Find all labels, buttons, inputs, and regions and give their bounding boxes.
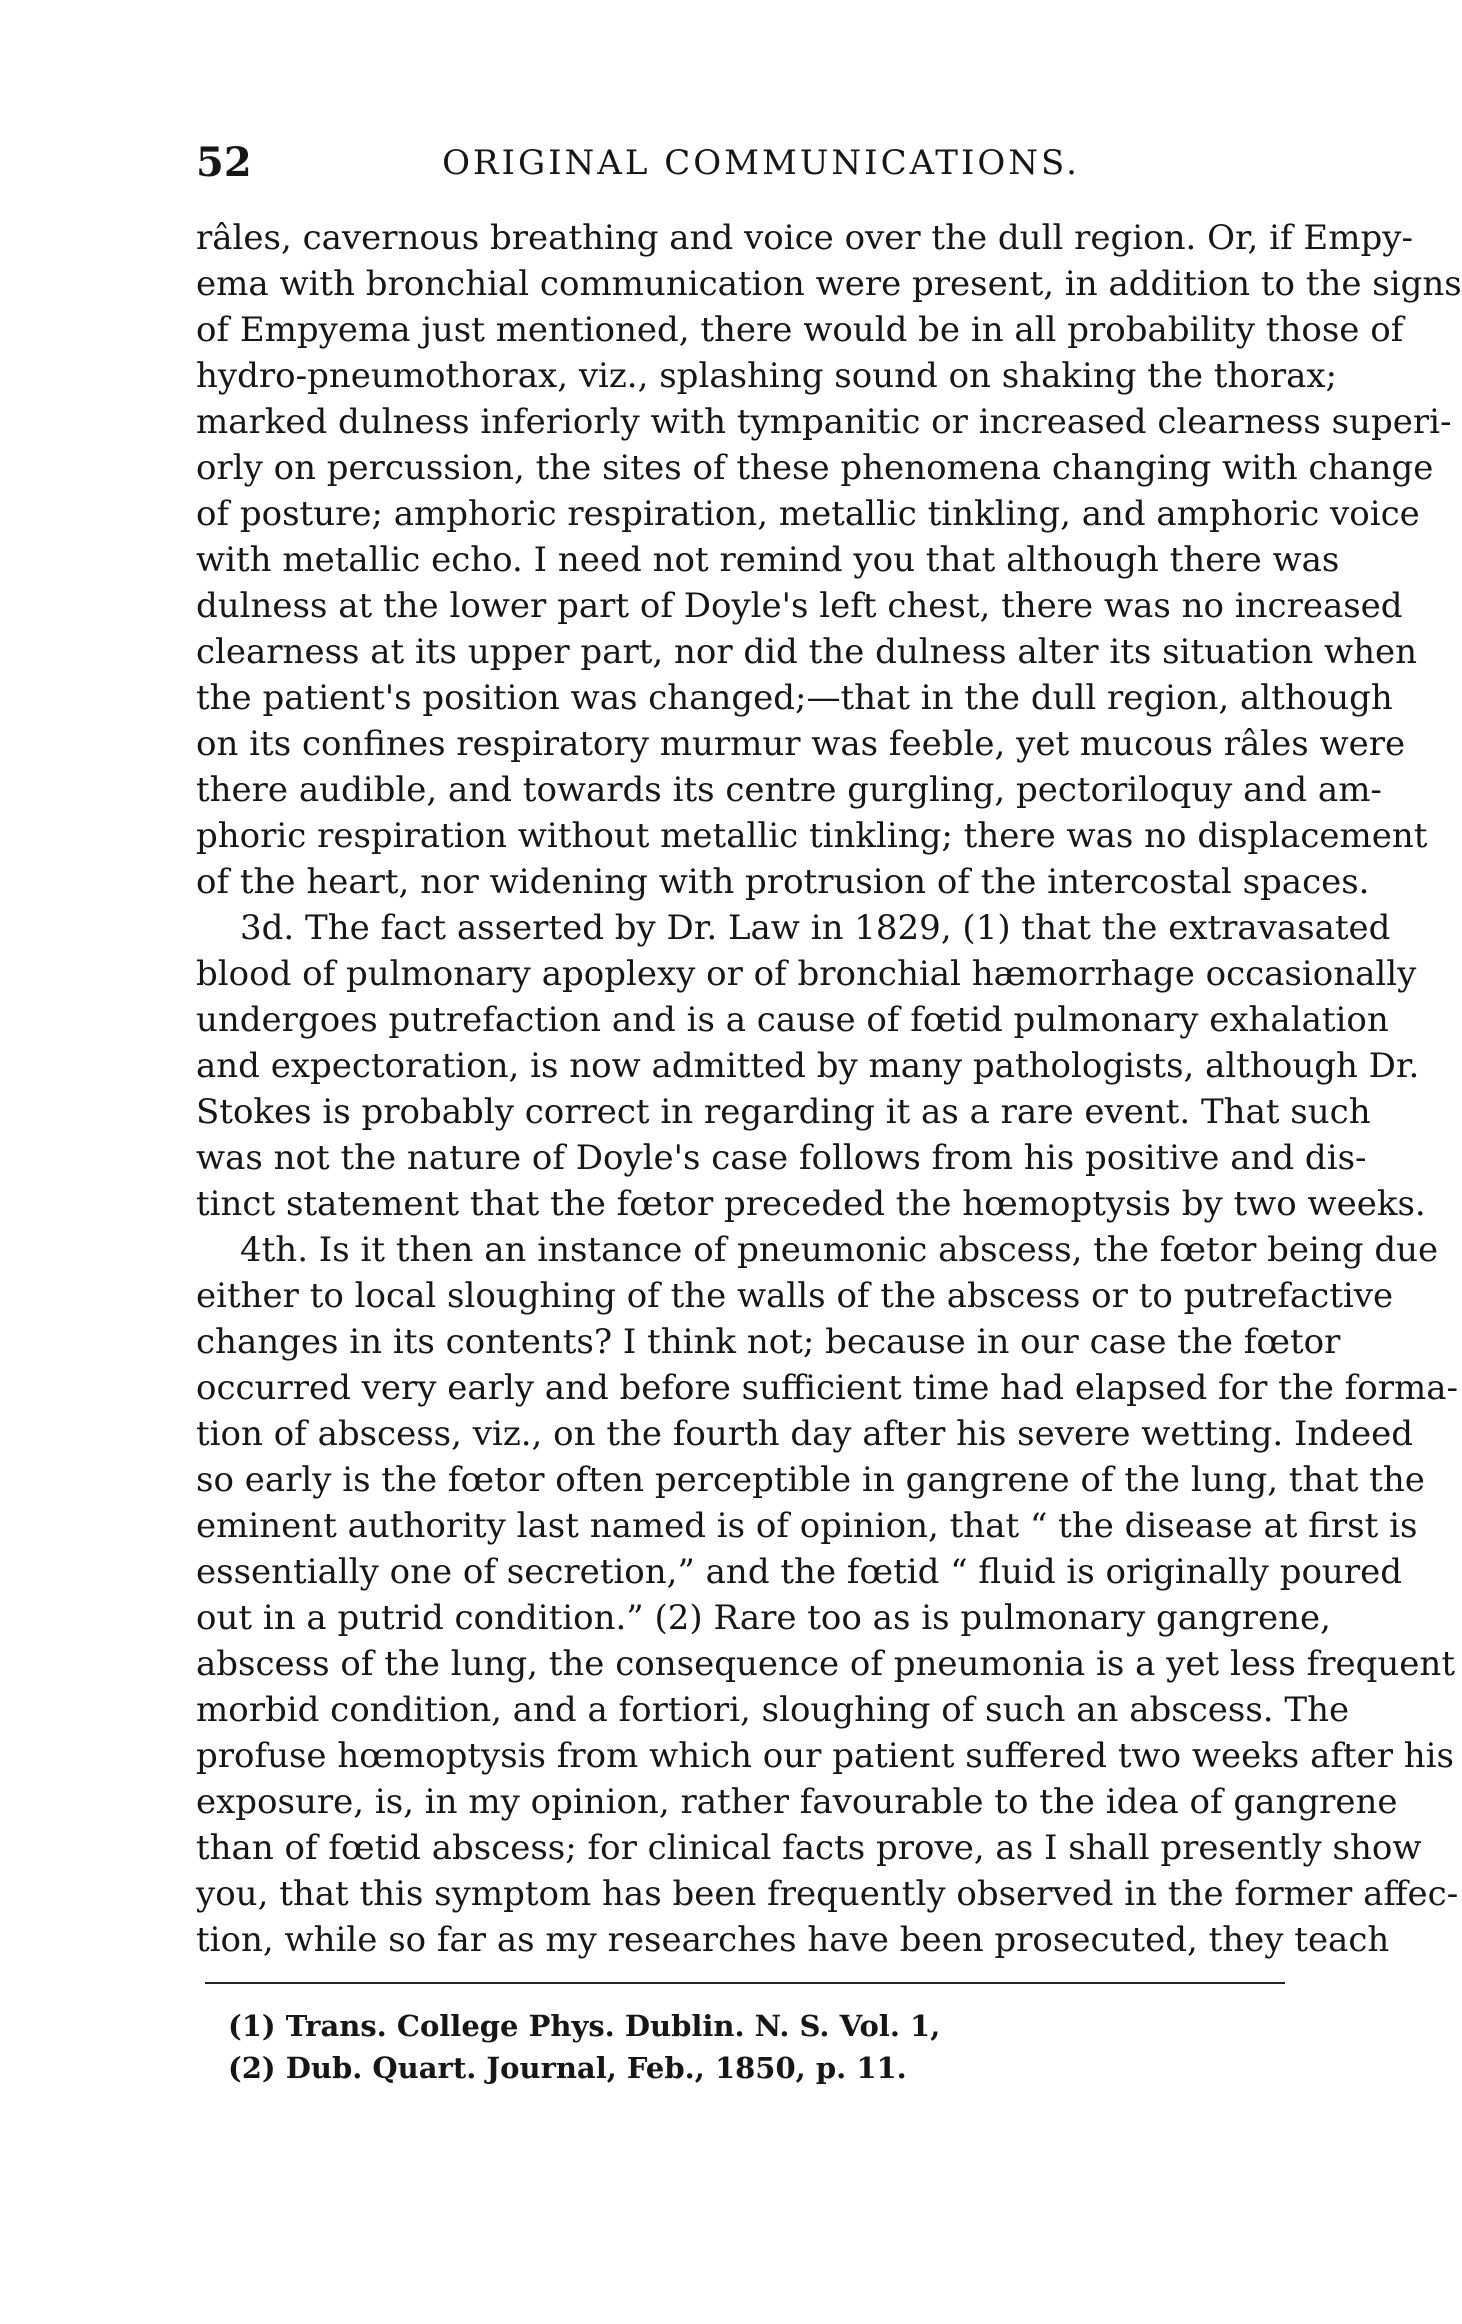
text-line: there audible, and towards its centre gurgling, pectoriloquy and am- xyxy=(196,770,1382,810)
text-line: Stokes is probably correct in regarding it as a rare event. That such xyxy=(196,1092,1371,1132)
body-text xyxy=(196,215,1462,1963)
footnotes xyxy=(228,2005,1228,2089)
text-line: so early is the fœtor often perceptible in gangrene of the lung, that the xyxy=(196,1460,1425,1500)
text-line: you, that this symptom has been frequently observed in the former affec- xyxy=(196,1874,1459,1914)
text-line: changes in its contents? I think not; because in our case the fœtor xyxy=(196,1322,1341,1362)
text-line: blood of pulmonary apoplexy or of bronchial hæmorrhage occasionally xyxy=(196,954,1417,994)
text-line: râles, cavernous breathing and voice over the dull region. Or, if Empy- xyxy=(196,218,1413,258)
text-line: eminent authority last named is of opinion, that “ the disease at first is xyxy=(196,1506,1418,1546)
text-line: of Empyema just mentioned, there would be in all probability those of xyxy=(196,310,1404,350)
text-line: phoric respiration without metallic tinkling; there was no displacement xyxy=(196,816,1428,856)
text-line: hydro-pneumothorax, viz., splashing sound on shaking the thorax; xyxy=(196,356,1337,396)
text-line: was not the nature of Doyle's case follows from his positive and dis- xyxy=(196,1138,1367,1178)
text-line: morbid condition, and a fortiori, sloughing of such an abscess. The xyxy=(196,1690,1350,1730)
text-line: 4th. Is it then an instance of pneumonic abscess, the fœtor being due xyxy=(240,1230,1439,1270)
text-line: dulness at the lower part of Doyle's left chest, there was no increased xyxy=(196,586,1403,626)
text-line: exposure, is, in my opinion, rather favourable to the idea of gangrene xyxy=(196,1782,1398,1822)
running-head: ORIGINAL COMMUNICATIONS. xyxy=(442,143,1080,183)
text-line: undergoes putrefaction and is a cause of fœtid pulmonary exhalation xyxy=(196,1000,1389,1040)
text-line: essentially one of secretion,” and the fœtid “ fluid is originally poured xyxy=(196,1552,1402,1592)
footnote: (1) Trans. College Phys. Dublin. N. S. Vol. 1, xyxy=(228,2009,941,2043)
text-line: on its confines respiratory murmur was feeble, yet mucous râles were xyxy=(196,724,1406,764)
text-line: profuse hœmoptysis from which our patient suffered two weeks after his xyxy=(196,1736,1454,1776)
text-line: either to local sloughing of the walls of the abscess or to putrefactive xyxy=(196,1276,1394,1316)
text-line: than of fœtid abscess; for clinical facts prove, as I shall presently show xyxy=(196,1828,1422,1868)
text-line: out in a putrid condition.” (2) Rare too as is pulmonary gangrene, xyxy=(196,1598,1331,1638)
text-line: tinct statement that the fœtor preceded the hœmoptysis by two weeks. xyxy=(196,1184,1426,1224)
text-line: of the heart, nor widening with protrusion of the intercostal spaces. xyxy=(196,862,1370,902)
footnote-rule xyxy=(205,1982,1285,1984)
text-line: clearness at its upper part, nor did the dulness alter its situation when xyxy=(196,632,1418,672)
text-line: marked dulness inferiorly with tympanitic or increased clearness superi- xyxy=(196,402,1452,442)
text-line: orly on percussion, the sites of these phenomena changing with change xyxy=(196,448,1434,488)
text-line: abscess of the lung, the consequence of pneumonia is a yet less frequent xyxy=(196,1644,1455,1684)
page-number: 52 xyxy=(196,139,252,186)
text-line: occurred very early and before sufficient time had elapsed for the forma- xyxy=(196,1368,1458,1408)
text-line: of posture; amphoric respiration, metallic tinkling, and amphoric voice xyxy=(196,494,1420,534)
text-line: ema with bronchial communication were present, in addition to the signs xyxy=(196,264,1462,304)
text-line: tion of abscess, viz., on the fourth day after his severe wetting. Indeed xyxy=(196,1414,1414,1454)
text-line: and expectoration, is now admitted by many pathologists, although Dr. xyxy=(196,1046,1420,1086)
text-line: with metallic echo. I need not remind you that although there was xyxy=(196,540,1340,580)
page-header xyxy=(196,138,1326,188)
text-line: the patient's position was changed;—that in the dull region, although xyxy=(196,678,1393,718)
footnote: (2) Dub. Quart. Journal, Feb., 1850, p. 11. xyxy=(228,2051,907,2085)
text-line: 3d. The fact asserted by Dr. Law in 1829, (1) that the extravasated xyxy=(240,908,1391,948)
text-line: tion, while so far as my researches have been prosecuted, they teach xyxy=(196,1920,1390,1960)
